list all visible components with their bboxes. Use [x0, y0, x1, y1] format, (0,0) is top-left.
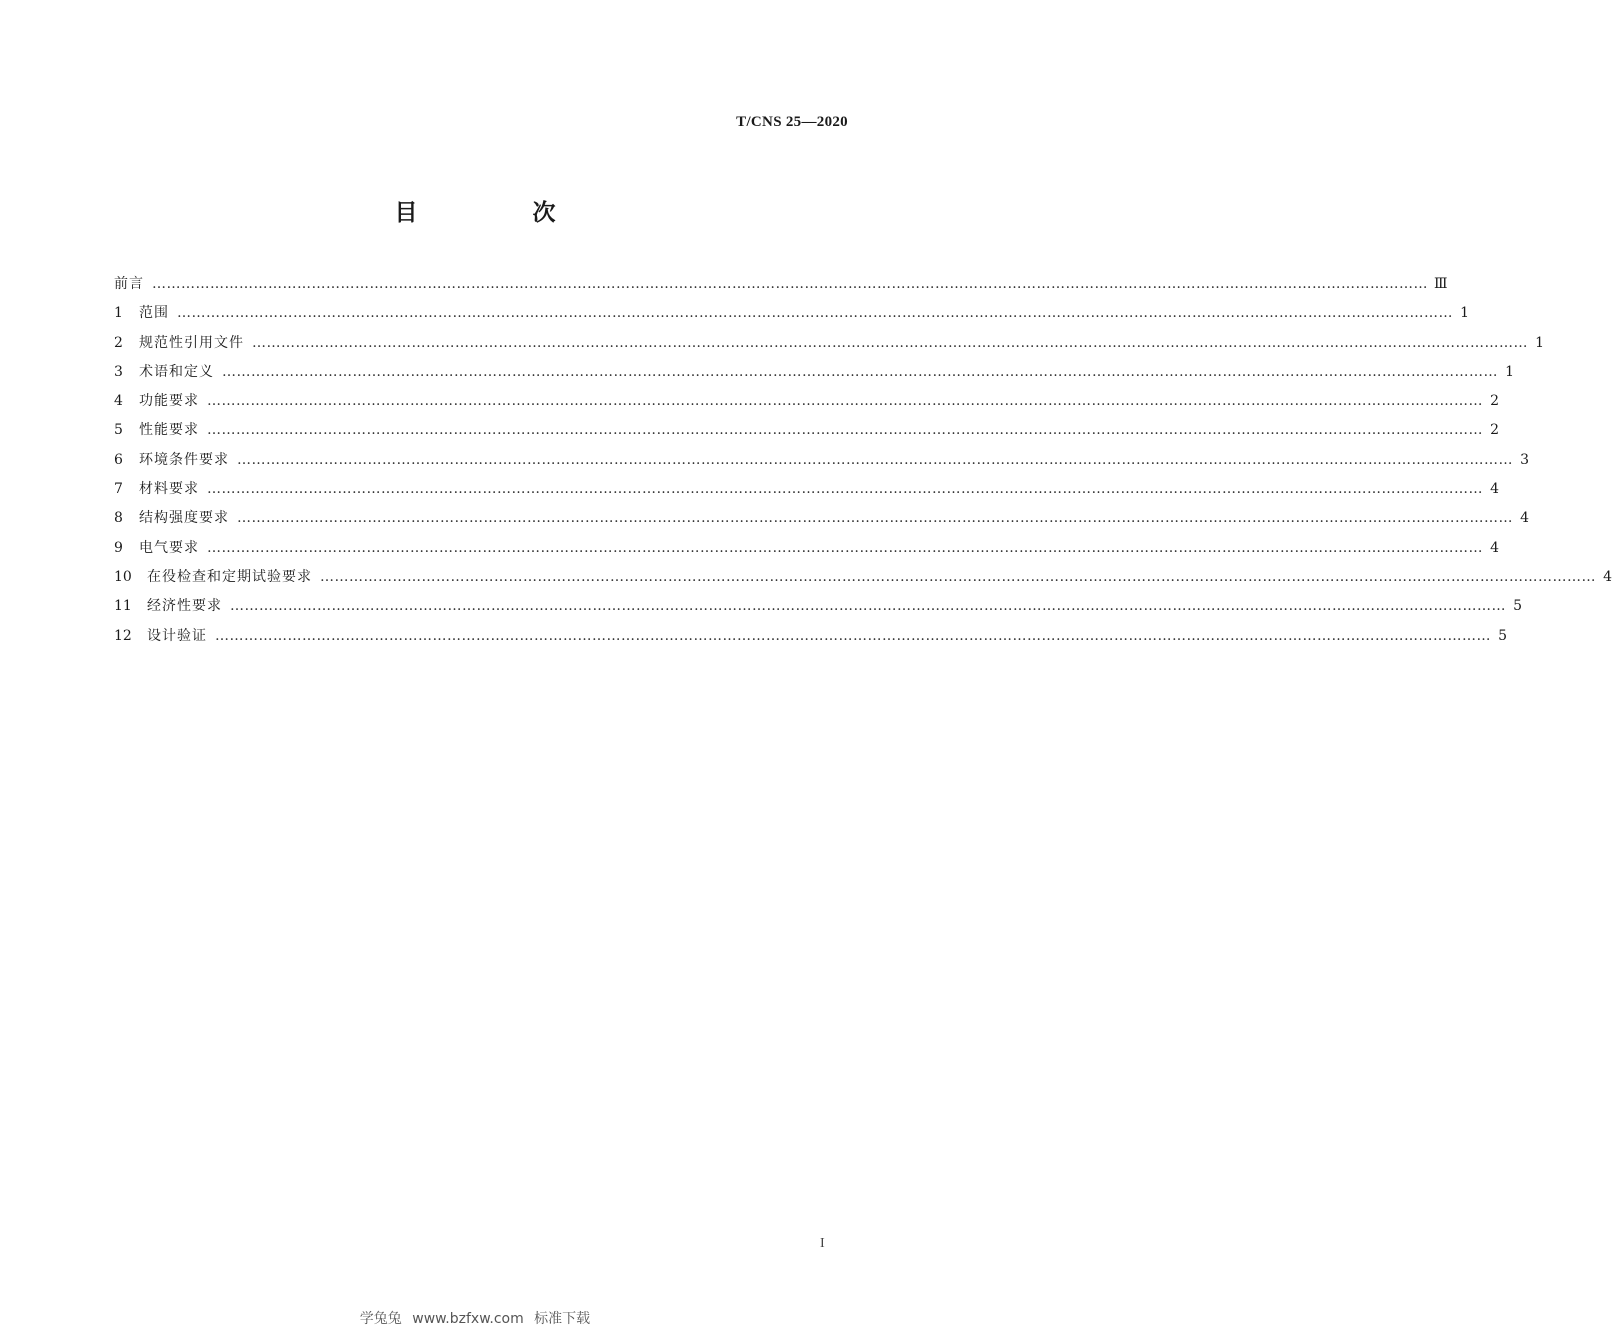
- toc-leader-dots: [152, 270, 1428, 299]
- toc-entry-number: 10: [114, 568, 132, 585]
- toc-entry-number: 11: [114, 598, 132, 615]
- toc-entry-12[interactable]: [114, 622, 1507, 651]
- table-of-contents: [114, 270, 1612, 651]
- toc-entry-label: 环境条件要求: [139, 451, 229, 468]
- toc-leader-dots: [215, 622, 1491, 651]
- toc-leader-dots: [207, 534, 1483, 563]
- toc-entry-10[interactable]: [114, 563, 1612, 592]
- document-code: T/CNS 25—2020: [736, 114, 848, 130]
- toc-entry-2[interactable]: [114, 329, 1544, 358]
- toc-entry-number: 2: [114, 334, 123, 351]
- toc-entry-number: 3: [114, 363, 123, 380]
- toc-entry-label: 电气要求: [139, 539, 199, 556]
- toc-entry-label: 经济性要求: [147, 598, 222, 615]
- toc-leader-dots: [230, 592, 1506, 621]
- toc-entry-page: 4: [1603, 568, 1612, 585]
- toc-leader-dots: [207, 475, 1483, 504]
- toc-entry-number: 6: [114, 451, 123, 468]
- toc-entry-page: 1: [1535, 334, 1544, 351]
- toc-leader-dots: [207, 387, 1483, 416]
- toc-leader-dots: [222, 358, 1498, 387]
- toc-entry-page: 4: [1520, 510, 1529, 527]
- toc-entry-page: Ⅲ: [1434, 276, 1448, 292]
- toc-entry-label: 范围: [139, 305, 169, 322]
- toc-entry-label: 术语和定义: [139, 363, 214, 380]
- toc-entry-number: 1: [114, 305, 123, 322]
- toc-entry-number: 7: [114, 481, 123, 498]
- toc-entry-7[interactable]: [114, 475, 1499, 504]
- toc-entry-9[interactable]: [114, 534, 1499, 563]
- toc-entry-11[interactable]: [114, 592, 1522, 621]
- toc-entry-page: 5: [1513, 598, 1522, 615]
- toc-entry-4[interactable]: [114, 387, 1499, 416]
- page-title: 目 次: [394, 200, 602, 226]
- toc-entry-label: 材料要求: [139, 481, 199, 498]
- toc-entry-label: 功能要求: [139, 393, 199, 410]
- toc-leader-dots: [177, 299, 1453, 328]
- toc-entry-5[interactable]: [114, 416, 1499, 445]
- toc-entry-page: 1: [1460, 305, 1469, 322]
- toc-entry-6[interactable]: [114, 446, 1529, 475]
- toc-entry-foreword[interactable]: [114, 270, 1448, 299]
- toc-entry-page: 4: [1490, 539, 1499, 556]
- toc-entry-page: 5: [1498, 627, 1507, 644]
- toc-entry-label: 在役检查和定期试验要求: [147, 568, 312, 585]
- toc-entry-page: 1: [1505, 363, 1514, 380]
- toc-leader-dots: [252, 329, 1528, 358]
- toc-leader-dots: [320, 563, 1596, 592]
- toc-entry-3[interactable]: [114, 358, 1514, 387]
- toc-entry-number: 12: [114, 627, 132, 644]
- toc-entry-page: 2: [1490, 393, 1499, 410]
- toc-entry-number: 4: [114, 393, 123, 410]
- toc-entry-number: 8: [114, 510, 123, 527]
- toc-leader-dots: [237, 504, 1513, 533]
- watermark-text: 学兔兔 www.bzfxw.com 标准下载: [359, 1311, 591, 1327]
- toc-entry-label: 结构强度要求: [139, 510, 229, 527]
- toc-entry-number: 5: [114, 422, 123, 439]
- toc-entry-1[interactable]: [114, 299, 1469, 328]
- toc-entry-page: 4: [1490, 481, 1499, 498]
- toc-entry-page: 3: [1520, 451, 1529, 468]
- toc-leader-dots: [207, 416, 1483, 445]
- toc-entry-label: 设计验证: [147, 627, 207, 644]
- toc-entry-label: 性能要求: [139, 422, 199, 439]
- toc-entry-label: 前言: [114, 276, 144, 292]
- toc-entry-number: 9: [114, 539, 123, 556]
- toc-leader-dots: [237, 446, 1513, 475]
- toc-entry-page: 2: [1490, 422, 1499, 439]
- toc-entry-8[interactable]: [114, 504, 1529, 533]
- page-number: I: [820, 1236, 825, 1251]
- toc-entry-label: 规范性引用文件: [139, 334, 244, 351]
